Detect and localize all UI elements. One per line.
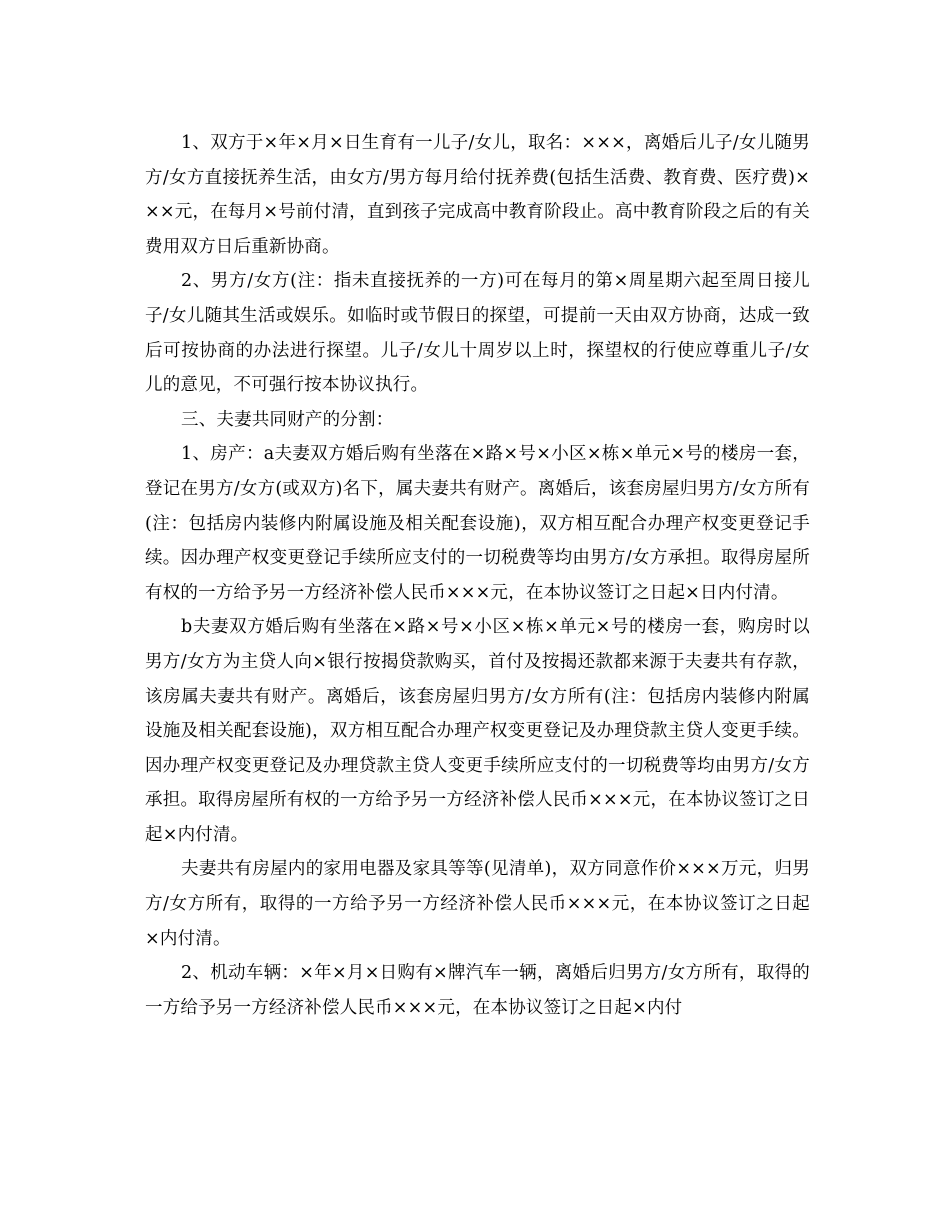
paragraph-visitation-rights: 2、男方/女方(注：指未直接抚养的一方)可在每月的第×周星期六起至周日接儿子/女儿随其生活或娱乐。如临时或节假日的探望，可提前一天由双方协商，达成一致后可按协商的办法进行探望。儿子/女儿十周岁以上时，探望权的行使应尊重儿子/女儿的意见，不可强行按本协议执行。: [145, 271, 810, 396]
document-page: [145, 126, 810, 1025]
paragraph-child-custody: 1、双方于×年×月×日生育有一儿子/女儿，取名：×××，离婚后儿子/女儿随男方/女方直接抚养生活，由女方/男方每月给付抚养费(包括生活费、教育费、医疗费)×××元，在每月×号前付清，直到孩子完成高中教育阶段止。高中教育阶段之后的有关费用双方日后重新协商。: [145, 133, 810, 257]
paragraph-real-estate-a: 1、房产：a夫妻双方婚后购有坐落在×路×号×小区×栋×单元×号的楼房一套，登记在男方/女方(或双方)名下，属夫妻共有财产。离婚后，该套房屋归男方/女方所有(注：包括房内装修内附属设施及相关配套设施)，双方相互配合办理产权变更登记手续。因办理产权变更登记手续所应支付的一切税费等均由男方/女方承担。取得房屋所有权的一方给予另一方经济补偿人民币×××元，在本协议签订之日起×日内付清。: [145, 444, 810, 603]
paragraph-real-estate-b: b夫妻双方婚后购有坐落在×路×号×小区×栋×单元×号的楼房一套，购房时以男方/女方为主贷人向×银行按揭贷款购买，首付及按揭还款都来源于夫妻共有存款，该房属夫妻共有财产。离婚后，该套房屋归男方/女方所有(注：包括房内装修内附属设施及相关配套设施)，双方相互配合办理产权变更登记及办理贷款主贷人变更手续。因办理产权变更登记及办理贷款主贷人变更手续所应支付的一切税费等均由男方/女方承担。取得房屋所有权的一方给予另一方经济补偿人民币×××元，在本协议签订之日起×内付清。: [145, 617, 810, 845]
section-heading-property-division: 三、夫妻共同财产的分割：: [181, 409, 394, 430]
paragraph-household-appliances: 夫妻共有房屋内的家用电器及家具等等(见清单)，双方同意作价×××万元，归男方/女方所有，取得的一方给予另一方经济补偿人民币×××元，在本协议签订之日起×内付清。: [145, 859, 810, 949]
paragraph-motor-vehicle: 2、机动车辆：×年×月×日购有×牌汽车一辆，离婚后归男方/女方所有，取得的一方给予另一方经济补偿人民币×××元，在本协议签订之日起×内付: [145, 963, 810, 1018]
